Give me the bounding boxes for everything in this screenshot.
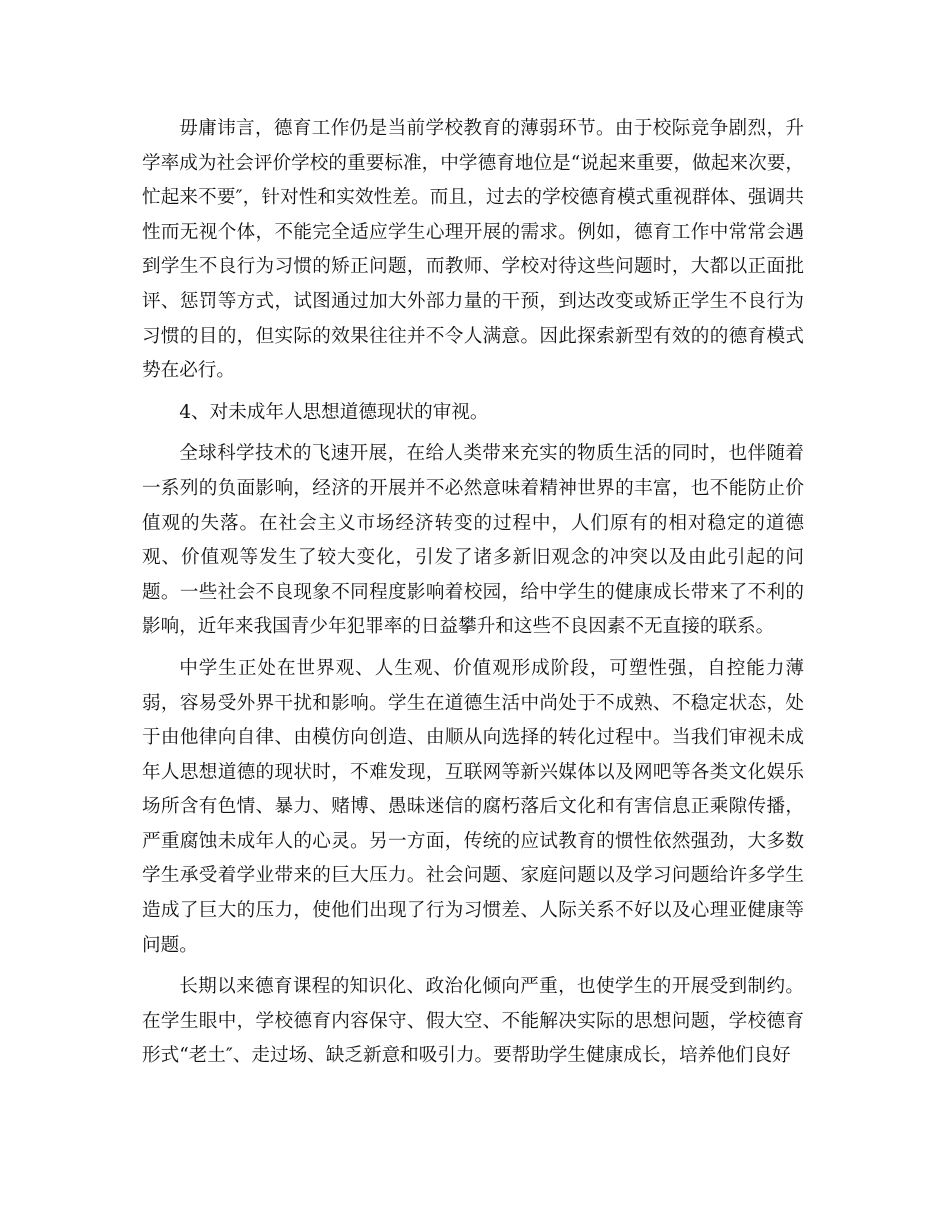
paragraph-global-development: 全球科学技术的飞速开展，在给人类带来充实的物质生活的同时，也伴随着一系列的负面影响，经济的开展并不必然意味着精神世界的丰富，也不能防止价值观的失落。在社会主义市场经济转变的过程中，人们原有的相对稳定的道德观、价值观等发生了较大变化，引发了诸多新旧观念的冲突以及由此引起的问题。一些社会不良现象不同程度影响着校园，给中学生的健康成长带来了不利的影响，近年来我国青少年犯罪率的日益攀升和这些不良因素不无直接的联系。	[142, 443, 804, 638]
paragraph-curriculum-constraints: 长期以来德育课程的知识化、政治化倾向严重，也使学生的开展受到制约。在学生眼中，学校德育内容保守、假大空、不能解决实际的思想问题，学校德育形式“老土″、走过场、缺乏新意和吸引力。要帮助学生健康成长，培养他们良好	[142, 976, 804, 1067]
document-body	[142, 112, 804, 1081]
section-heading-minors-moral-status: 4、对未成年人思想道德现状的审视。	[179, 401, 489, 423]
paragraph-middle-school-students: 中学生正处在世界观、人生观、价值观形成阶段，可塑性强，自控能力薄弱，容易受外界干扰和影响。学生在道德生活中尚处于不成熟、不稳定状态，处于由他律向自律、由模仿向创造、由顺从向选择的转化过程中。当我们审视未成年人思想道德的现状时，不难发现，互联网等新兴媒体以及网吧等各类文化娱乐场所含有色情、暴力、赌博、愚昧迷信的腐朽落后文化和有害信息正乘隙传播，严重腐蚀未成年人的心灵。另一方面，传统的应试教育的惯性依然强劲，大多数学生承受着学业带来的巨大压力。社会问题、家庭问题以及学习问题给许多学生造成了巨大的压力，使他们出现了行为习惯差、人际关系不好以及心理亚健康等问题。	[142, 657, 804, 956]
paragraph-moral-education-weakness: 毋庸讳言，德育工作仍是当前学校教育的薄弱环节。由于校际竞争剧烈，升学率成为社会评价学校的重要标准，中学德育地位是“说起来重要，做起来次要，忙起来不要″，针对性和实效性差。而且，过去的学校德育模式重视群体、强调共性而无视个体，不能完全适应学生心理开展的需求。例如，德育工作中常常会遇到学生不良行为习惯的矫正问题，而教师、学校对待这些问题时，大都以正面批评、惩罚等方式，试图通过加大外部力量的干预，到达改变或矫正学生不良行为习惯的目的，但实际的效果往往并不令人满意。因此探索新型有效的的德育模式势在必行。	[142, 118, 804, 382]
